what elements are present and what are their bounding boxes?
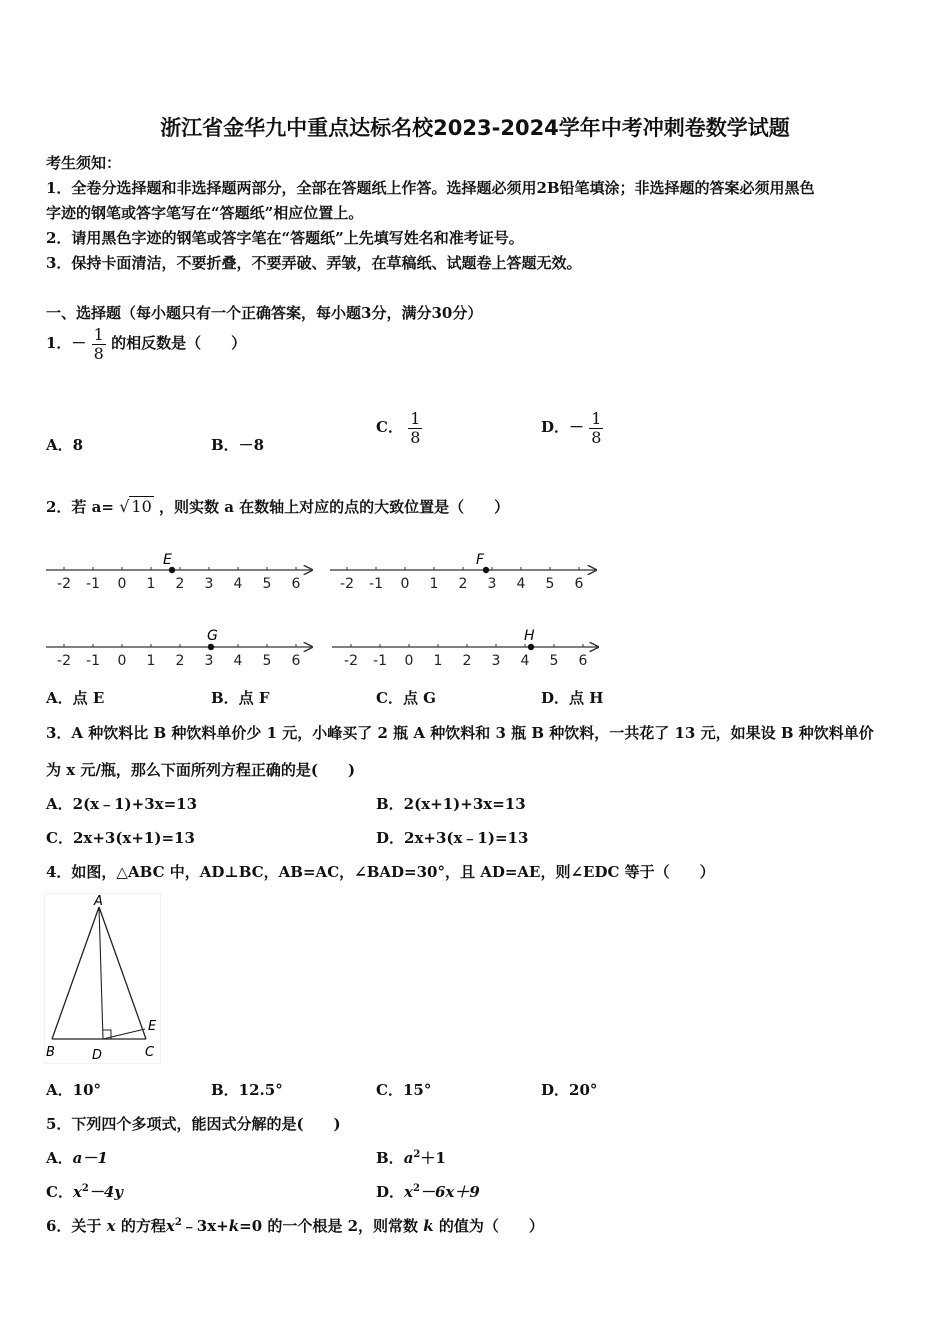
- q1-frac-den: 8: [93, 343, 104, 363]
- tick-label: -1: [373, 653, 387, 669]
- tick-label: -1: [369, 576, 383, 592]
- q1-d-den: 8: [591, 427, 602, 447]
- number-line-h: [332, 628, 598, 669]
- q5-text: 5．下列四个多项式，能因式分解的是( ): [46, 1115, 341, 1133]
- q6-pre: 6．关于: [46, 1217, 102, 1235]
- q4-option-c: C．15°: [376, 1081, 432, 1099]
- notice-item-3: 3．保持卡面清洁，不要折叠，不要弄破、弄皱，在草稿纸、试题卷上答题无效。: [46, 254, 582, 272]
- q5-option-d-rest: －6x＋9: [419, 1183, 480, 1201]
- q5-option-d-exp: 2: [412, 1183, 420, 1194]
- vertex-b-label: B: [46, 1045, 55, 1060]
- q5-option-c-base: x: [72, 1183, 82, 1201]
- tick-label: 0: [404, 653, 414, 669]
- number-line-f: [330, 552, 596, 592]
- tick-label: 1: [429, 576, 439, 592]
- q2-radicand: 10: [131, 497, 152, 516]
- tick-label: 3: [491, 653, 501, 669]
- tick-label: 2: [175, 653, 185, 669]
- notice-item-1a: 1．全卷分选择题和非选择题两部分，全部在答题纸上作答。选择题必须用2B铅笔填涂；非选择题的答案必须用黑色: [46, 179, 815, 197]
- q4-option-d: D．20°: [541, 1081, 598, 1099]
- q6-eq-rest: ﹣3x+: [181, 1217, 229, 1235]
- q2-option-b: B．点 F: [211, 689, 270, 707]
- q5-option-c-label: C．: [46, 1183, 73, 1201]
- q1-frac-num: 1: [93, 325, 104, 344]
- tick-label: 3: [487, 576, 497, 592]
- vertex-a-label: A: [94, 894, 103, 909]
- q5-option-a-label: A．: [46, 1149, 73, 1167]
- q2-option-a: A．点 E: [46, 689, 105, 707]
- q5-option-b-exp: 2: [413, 1149, 421, 1160]
- q2-option-d: D．点 H: [541, 689, 604, 707]
- vertex-c-label: C: [145, 1045, 155, 1060]
- tick-label: 0: [400, 576, 410, 592]
- q5-option-d: [376, 1181, 480, 1202]
- q2-text: ，则实数 a 在数轴上对应的点的大致位置是（ ）: [158, 498, 510, 516]
- q1-option-d: [541, 410, 603, 446]
- notice-item-1b: 字迹的钢笔或答字笔写在“答题纸”相应位置上。: [46, 204, 364, 222]
- point-h-dot: [528, 644, 534, 650]
- q3-option-b: B．2(x+1)+3x=13: [376, 795, 526, 813]
- tick-label: 4: [233, 653, 243, 669]
- tick-label: -1: [86, 653, 100, 669]
- number-line-h-ticks: [344, 644, 588, 669]
- tick-label: 0: [117, 576, 127, 592]
- tick-label: 5: [262, 576, 272, 592]
- point-g-dot: [208, 644, 214, 650]
- notice-item-2: 2．请用黑色字迹的钢笔或答字笔在“答题纸”上先填写姓名和准考证号。: [46, 229, 524, 247]
- tick-label: 4: [233, 576, 243, 592]
- q6-var-k: k: [423, 1217, 434, 1235]
- tick-label: -2: [57, 653, 71, 669]
- q1-option-d-fraction: [589, 410, 603, 446]
- number-line-f-ticks: [340, 567, 584, 592]
- q1-option-c-fraction: [408, 410, 422, 446]
- tick-label: -2: [340, 576, 354, 592]
- q1-fraction: [92, 326, 106, 362]
- q1-number: 1．－: [46, 334, 87, 353]
- tick-label: 4: [520, 653, 530, 669]
- q1-c-num: 1: [410, 409, 421, 428]
- point-f-label: F: [476, 552, 485, 568]
- q4-option-a: A．10°: [46, 1081, 102, 1099]
- q3-line-2: 为 x 元/瓶，那么下面所列方程正确的是( ): [46, 761, 356, 779]
- q4-option-b: B．12.5°: [211, 1081, 283, 1099]
- tick-label: 2: [462, 653, 472, 669]
- tick-label: -2: [57, 576, 71, 592]
- q5-option-a: [46, 1147, 108, 1168]
- tick-label: 3: [204, 576, 214, 592]
- q6-eq-k: k: [228, 1217, 240, 1235]
- question-6: [46, 1215, 544, 1236]
- q1-option-d-label: D．－: [541, 418, 585, 437]
- q5-option-c-exp: 2: [81, 1183, 89, 1194]
- q1-option-c: [376, 410, 422, 446]
- tick-label: 5: [545, 576, 555, 592]
- tick-label: 5: [549, 653, 559, 669]
- tick-label: 1: [433, 653, 443, 669]
- q5-option-b-rest: ＋1: [420, 1149, 446, 1167]
- tick-label: 5: [262, 653, 272, 669]
- q5-option-d-label: D．: [376, 1183, 405, 1201]
- tick-label: 6: [291, 653, 301, 669]
- vertex-d-label: D: [92, 1048, 103, 1063]
- q5-option-b-base: a: [403, 1149, 414, 1167]
- q5-option-b-label: B．: [376, 1149, 404, 1167]
- tick-label: 4: [516, 576, 526, 592]
- q5-option-c: [46, 1181, 123, 1202]
- q1-c-den: 8: [410, 427, 421, 447]
- q2-prefix: 2．若 a=: [46, 498, 114, 516]
- question-2: [46, 496, 509, 517]
- number-line-e: [46, 552, 312, 592]
- tick-label: 6: [291, 576, 301, 592]
- tick-label: 1: [146, 576, 156, 592]
- number-line-e-ticks: [57, 567, 301, 592]
- q6-var-x: x: [106, 1217, 116, 1235]
- q3-option-c: C．2x+3(x+1)=13: [46, 829, 195, 847]
- number-line-figures: [40, 545, 610, 675]
- triangle-figure: [44, 893, 162, 1065]
- q3-option-d: D．2x+3(x﹣1)=13: [376, 829, 529, 847]
- tick-label: 2: [175, 576, 185, 592]
- tick-label: 2: [458, 576, 468, 592]
- q5-option-a-expr: a－1: [72, 1149, 108, 1167]
- tick-label: 6: [578, 653, 588, 669]
- tick-label: 6: [574, 576, 584, 592]
- q6-eq-exp: 2: [174, 1217, 182, 1228]
- q6-mid: 的方程: [120, 1217, 166, 1235]
- q5-option-d-base: x: [404, 1183, 413, 1201]
- page-title: 浙江省金华九中重点达标名校2023-2024学年中考冲刺卷数学试题: [160, 116, 790, 140]
- point-g-label: G: [207, 628, 218, 644]
- point-h-label: H: [524, 628, 535, 644]
- number-line-g-ticks: [57, 644, 301, 669]
- q4-text: 4．如图，△ABC 中，AD⊥BC，AB=AC，∠BAD=30°，且 AD=AE，则∠EDC 等于（ ）: [46, 863, 715, 881]
- q6-tail: 的值为（ ）: [438, 1217, 544, 1235]
- q6-eq-base: x: [165, 1217, 175, 1235]
- q1-option-b: B．－8: [211, 436, 265, 454]
- section-heading: 一、选择题（每小题只有一个正确答案，每小题3分，满分30分）: [46, 304, 483, 322]
- number-line-g: [46, 628, 312, 669]
- q1-text: 的相反数是（ ）: [111, 334, 247, 353]
- tick-label: 3: [204, 653, 214, 669]
- tick-label: -2: [344, 653, 358, 669]
- vertex-e-label: E: [148, 1019, 157, 1034]
- notice-heading: 考生须知：: [46, 154, 122, 172]
- tick-label: -1: [86, 576, 100, 592]
- point-e-label: E: [163, 552, 172, 568]
- q5-option-c-rest: －4y: [88, 1183, 124, 1201]
- tick-label: 1: [146, 653, 156, 669]
- question-1: [46, 326, 246, 362]
- q1-option-a: A．8: [46, 436, 84, 454]
- q6-eq-end: =0 的一个根是 2，则常数: [239, 1217, 419, 1235]
- tick-label: 0: [117, 653, 127, 669]
- q3-option-a: A．2(x﹣1)+3x=13: [46, 795, 198, 813]
- q3-line-1: 3．A 种饮料比 B 种饮料单价少 1 元，小峰买了 2 瓶 A 种饮料和 3 瓶 B 种饮料，一共花了 13 元，如果设 B 种饮料单价: [46, 724, 874, 742]
- q1-d-num: 1: [591, 409, 602, 428]
- q2-option-c: C．点 G: [376, 689, 436, 707]
- q2-sqrt: √ 10: [119, 497, 152, 516]
- q5-option-b: [376, 1147, 446, 1168]
- q1-option-c-label: C．: [376, 418, 403, 437]
